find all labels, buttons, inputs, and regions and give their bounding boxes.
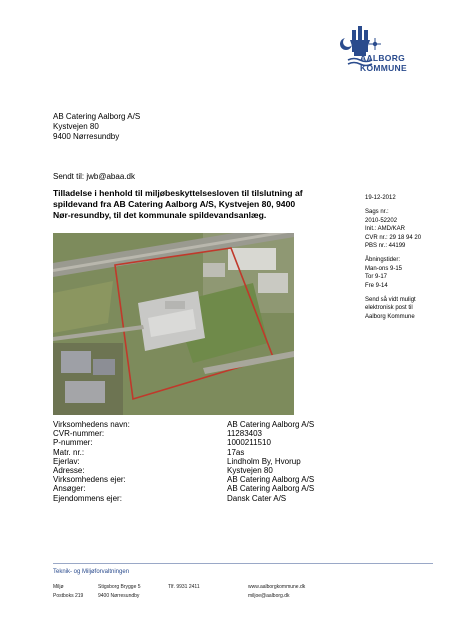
info-label: Matr. nr.: xyxy=(53,447,85,457)
note-line-1: Send så vidt muligt xyxy=(365,297,416,304)
info-label: P-nummer: xyxy=(53,438,93,448)
hours-thu: Tor 9-17 xyxy=(365,274,388,281)
info-label: Virksomhedens ejer: xyxy=(53,475,126,485)
footer-department: Teknik- og Miljøforvaltningen xyxy=(53,569,130,575)
info-row xyxy=(53,448,314,457)
init: Init.: AMD/KAR xyxy=(365,226,406,233)
footer-unit: Miljø xyxy=(53,584,64,590)
info-label: CVR-nummer: xyxy=(53,429,105,439)
info-row xyxy=(53,466,314,475)
info-row xyxy=(53,429,314,438)
info-row xyxy=(53,420,314,429)
info-value: Lindholm By, Hvorup xyxy=(227,456,301,466)
recipient-address xyxy=(53,112,140,142)
info-value: Dansk Cater A/S xyxy=(227,493,287,503)
recipient-city: 9400 Nørresundby xyxy=(53,132,120,141)
info-value: 17as xyxy=(227,447,245,457)
footer-col-1 xyxy=(53,583,83,601)
info-value: AB Catering Aalborg A/S xyxy=(227,484,315,494)
info-label: Ejerlav: xyxy=(53,456,80,466)
hours-fri: Fre 9-14 xyxy=(365,282,388,289)
note-line-3: Aalborg Kommune xyxy=(365,313,415,320)
cvr-nr: CVR nr.: 29 18 94 20 xyxy=(365,234,422,241)
logo-line-2: KOMMUNE xyxy=(360,63,407,73)
pbs-nr: PBS nr.: 44199 xyxy=(365,243,406,250)
info-value: AB Catering Aalborg A/S xyxy=(227,420,315,429)
info-value: AB Catering Aalborg A/S xyxy=(227,475,315,485)
info-label: Ansøger: xyxy=(53,484,86,494)
info-row xyxy=(53,475,314,484)
note-line-2: elektronisk post til xyxy=(365,305,413,312)
sidebar-info xyxy=(365,194,447,321)
logo-line-1: AALBORG xyxy=(360,53,406,63)
info-label: Adresse: xyxy=(53,465,85,475)
document-date: 19-12-2012 xyxy=(365,195,396,201)
footer-divider xyxy=(53,563,433,564)
logo-wordmark xyxy=(360,53,407,73)
info-value: 1000211510 xyxy=(227,438,271,448)
footer-col-4 xyxy=(248,583,305,601)
sags-label: Sags nr.: xyxy=(365,209,389,216)
recipient-street: Kystvejen 80 xyxy=(53,122,99,131)
info-value: Kystvejen 80 xyxy=(227,465,273,475)
info-row xyxy=(53,494,314,503)
info-value: 11283403 xyxy=(227,429,262,439)
hours-label: Åbningstider: xyxy=(365,257,401,264)
footer-col-3 xyxy=(168,583,200,592)
aerial-site-map xyxy=(53,233,294,415)
footer-website-link[interactable]: www.aalborgkommune.dk xyxy=(248,584,306,590)
info-row xyxy=(53,438,314,447)
info-label: Ejendommens ejer: xyxy=(53,493,122,503)
recipient-name: AB Catering Aalborg A/S xyxy=(53,112,141,121)
footer-col-2 xyxy=(98,583,141,601)
info-row xyxy=(53,484,314,493)
footer-email-link[interactable]: miljoe@aalborg.dk xyxy=(248,593,290,599)
document-title: Tilladelse i henhold til miljøbeskyttelsesloven til tilslutning af spildevand fra AB Catering Aalborg A/S, Kystvejen 80, 9400 Nør-resundby, til det kommunale spildevandsanlæg. xyxy=(53,188,303,220)
footer-postbox: Postboks 219 xyxy=(53,593,84,599)
footer-street: Stigsborg Brygge 5 xyxy=(98,584,141,590)
sags-nr: 2010-52202 xyxy=(365,217,398,224)
info-label: Virksomhedens navn: xyxy=(53,420,130,429)
company-info-table xyxy=(53,420,314,503)
footer-city: 9400 Nørresundby xyxy=(98,593,140,599)
hours-mon-wed: Man-ons 9-15 xyxy=(365,265,403,272)
sendt-til: Sendt til: jwb@abaa.dk xyxy=(53,172,135,181)
footer-phone: Tlf. 9931 2411 xyxy=(168,584,200,590)
info-row xyxy=(53,457,314,466)
